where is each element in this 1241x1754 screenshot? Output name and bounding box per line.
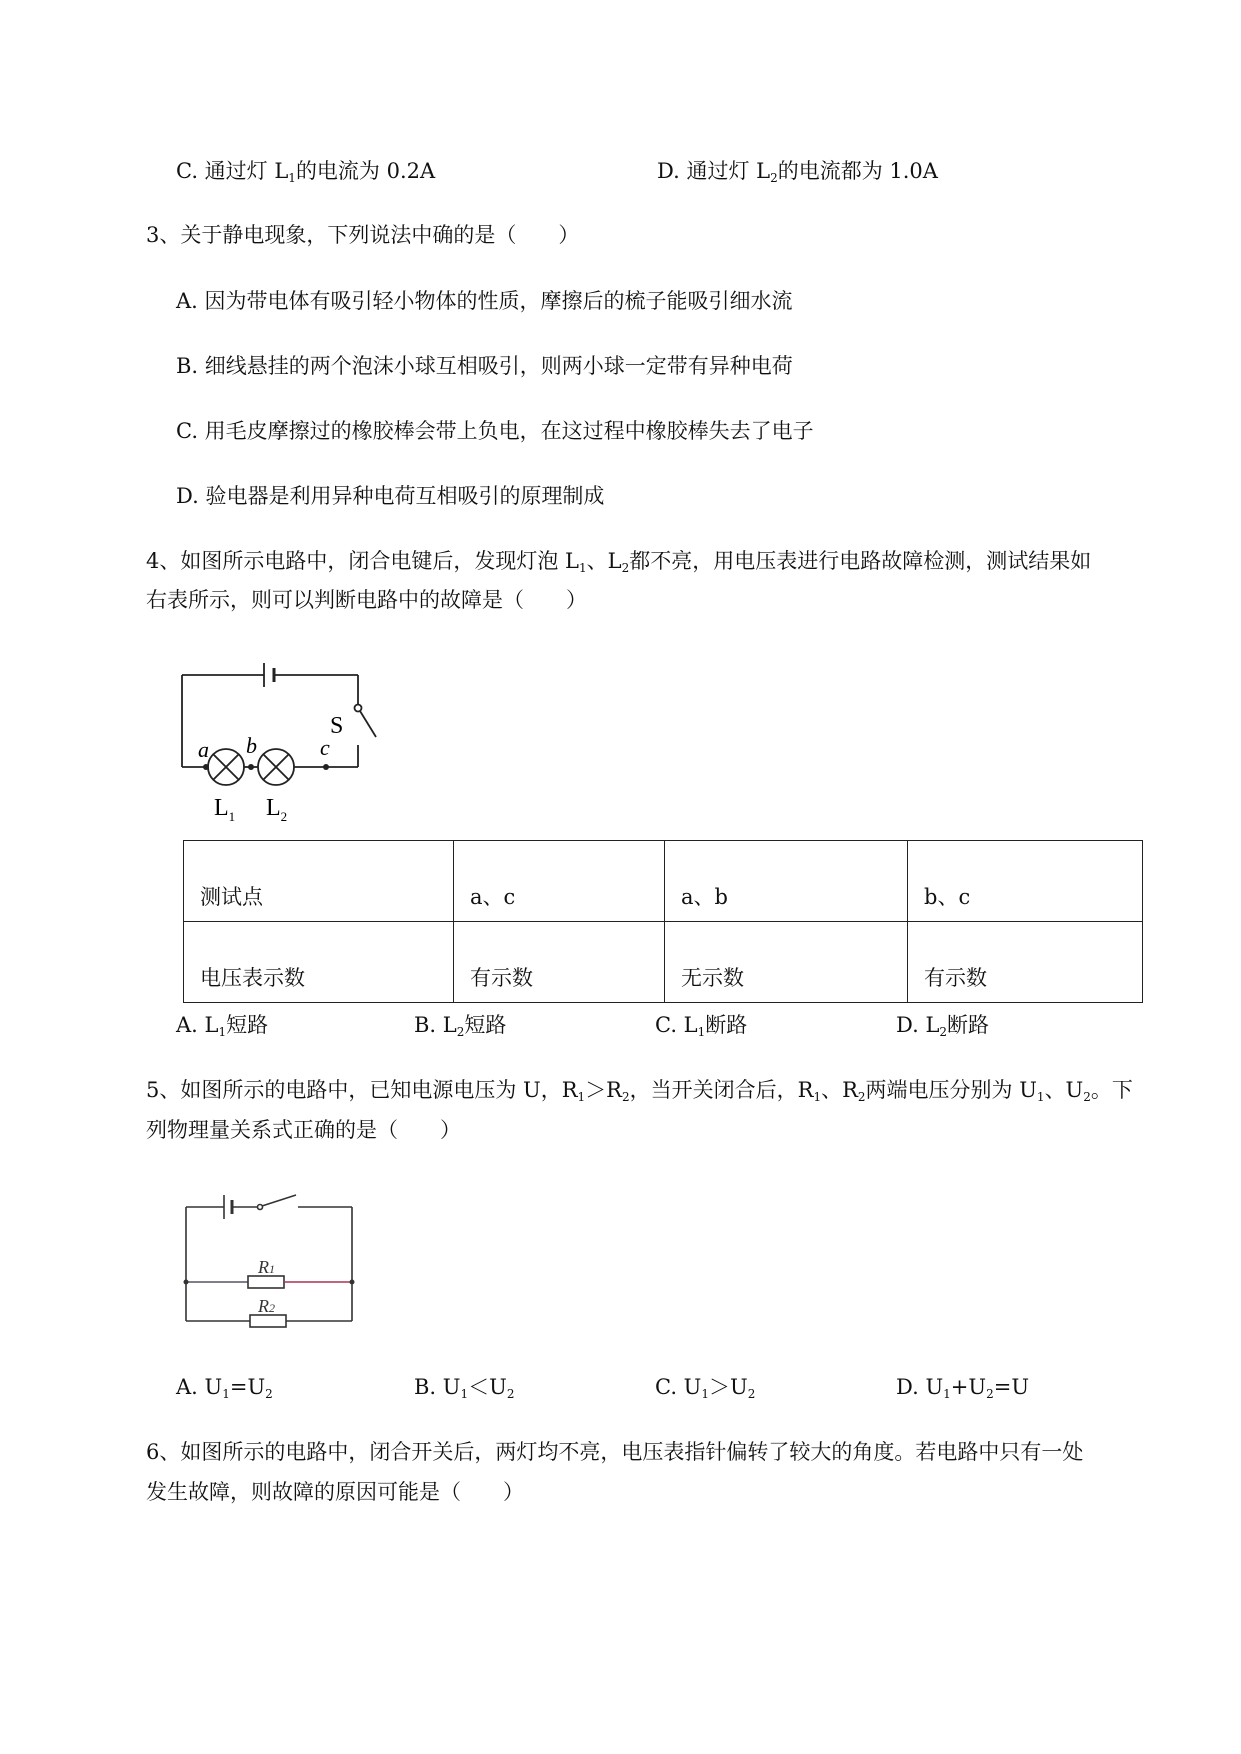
q4-stem-line2: 右表所示，则可以判断电路中的故障是（ ） — [146, 588, 587, 612]
point-b-label: b — [246, 733, 257, 758]
switch-label: S — [330, 713, 344, 739]
q4-option-c: C. $L_1$断路 — [655, 1013, 748, 1039]
table-row — [184, 841, 1143, 922]
q6-stem-line1: 6、如图所示的电路中，闭合开关后，两灯均不亮，电压表指针偏转了较大的角度。若电路中只有一处 — [146, 1440, 1084, 1464]
point-c-dot — [323, 764, 329, 770]
q4-circuit-diagram — [170, 655, 390, 830]
q3-option-d: D. 验电器是利用异种电荷互相吸引的原理制成 — [176, 484, 605, 508]
table-cell: a、c — [454, 841, 665, 922]
q3-stem: 3、关于静电现象，下列说法中确的是（ ） — [146, 223, 580, 247]
table-cell: 电压表示数 — [184, 922, 454, 1003]
q5-stem-line1: 5、如图所示的电路中，已知电源电压为 U，$R_1>R_2$，当开关闭合后，$R_1$、$R_2$两端电压分别为 $U_1$、$U_2$。下 — [146, 1078, 1133, 1104]
table-cell: 无示数 — [665, 922, 908, 1003]
q4-stem-line1: 4、如图所示电路中，闭合电键后，发现灯泡 $L_1$、$L_2$都不亮，用电压表进行电路故障检测，测试结果如 — [146, 549, 1092, 575]
q3-option-b: B. 细线悬挂的两个泡沫小球互相吸引，则两小球一定带有异种电荷 — [176, 354, 793, 378]
point-a-dot — [203, 764, 209, 770]
junction-left-dot — [184, 1280, 189, 1285]
r1-label: R1 — [258, 1257, 275, 1277]
junction-right-dot — [350, 1280, 355, 1285]
q4-test-table — [183, 840, 1143, 1003]
q3-option-a: A. 因为带电体有吸引轻小物体的性质，摩擦后的梳子能吸引细水流 — [176, 289, 793, 313]
q3-option-c: C. 用毛皮摩擦过的橡胶棒会带上负电，在这过程中橡胶棒失去了电子 — [176, 419, 814, 443]
q5-option-d: D. $U_1+U_2=U$ — [896, 1375, 1030, 1401]
q5-circuit-diagram — [178, 1185, 358, 1330]
point-a-label: a — [198, 737, 209, 762]
q5-stem-line2: 列物理量关系式正确的是（ ） — [146, 1118, 461, 1142]
point-c-label: c — [320, 735, 330, 760]
table-cell: a、b — [665, 841, 908, 922]
table-cell: b、c — [908, 841, 1143, 922]
q6-stem-line2: 发生故障，则故障的原因可能是（ ） — [146, 1480, 524, 1504]
q2-option-d: D. 通过灯 $L_2$的电流都为 1.0A — [657, 159, 938, 185]
point-b-dot — [248, 764, 254, 770]
table-row — [184, 922, 1143, 1003]
q4-option-d: D. $L_2$断路 — [896, 1013, 990, 1039]
q2-option-c: C. 通过灯 $L_1$的电流为 0.2A — [176, 159, 436, 185]
table-cell: 有示数 — [454, 922, 665, 1003]
q5-option-a: A. $U_1=U_2$ — [176, 1375, 273, 1401]
lamp-l2-label: $L_2$ — [266, 795, 288, 824]
lamp-l1-label: $L_1$ — [214, 795, 236, 824]
q4-option-b: B. $L_2$短路 — [414, 1013, 507, 1039]
q5-option-b: B. $U_1<U_2$ — [414, 1375, 515, 1401]
r2-label: R2 — [258, 1296, 275, 1316]
q5-option-c: C. $U_1>U_2$ — [655, 1375, 756, 1401]
table-cell: 有示数 — [908, 922, 1143, 1003]
table-cell: 测试点 — [184, 841, 454, 922]
q4-option-a: A. $L_1$短路 — [176, 1013, 269, 1039]
